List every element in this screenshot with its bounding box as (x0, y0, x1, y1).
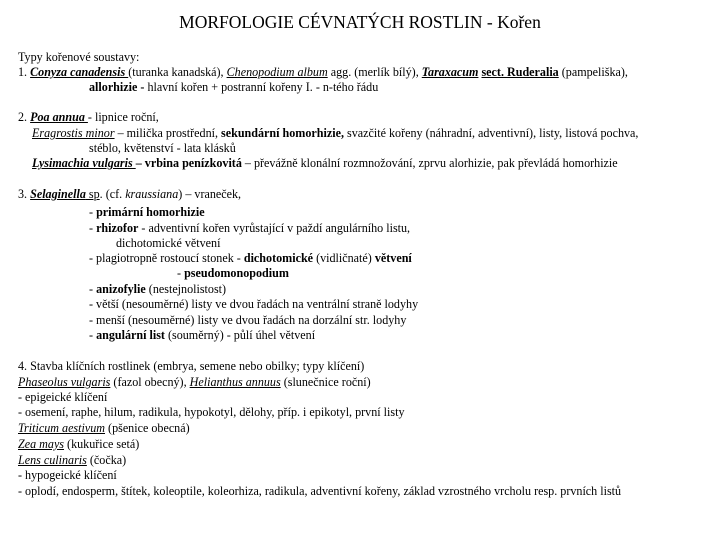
term: primární homorhizie (96, 205, 205, 219)
text-run: - (89, 205, 97, 219)
text-line (89, 80, 378, 95)
text-run: 2. (18, 110, 31, 124)
text-run: sp (85, 187, 100, 201)
text-run: (slunečnice roční) (280, 375, 371, 389)
species-name: sect. Ruderalia (481, 65, 559, 79)
species-name: Triticum aestivum (18, 421, 106, 435)
species-name: Eragrostis minor (32, 126, 115, 140)
text-line (18, 421, 190, 436)
text-line (32, 126, 638, 141)
text-line: - oplodí, endosperm, štítek, koleoptile, koleorhiza, radikula, adventivní kořeny, základ vzrostného vrcholu resp. prvních listů (18, 484, 622, 498)
text-run: - adventivní kořen vyrůstající v paždí angulárního listu, (138, 221, 411, 235)
text-run: hlavní kořen + postranní kořeny I. - n-tého řádu (144, 80, 379, 94)
term: sekundární homorhizie, (221, 126, 345, 140)
species-name: Poa annua (30, 110, 88, 124)
term: rhizofor (96, 221, 139, 235)
text-run: agg. (merlík bílý), (327, 65, 422, 79)
text-line (177, 266, 289, 281)
term: větvení (374, 251, 412, 265)
text-line (18, 187, 241, 202)
term: anizofylie (96, 282, 146, 296)
term: allorhizie - (89, 80, 145, 94)
text-run: - lipnice roční, (87, 110, 159, 124)
text-run: 3. (18, 187, 31, 201)
text-run: (čočka) (86, 453, 127, 467)
text-run: (nestejnolistost) (145, 282, 227, 296)
text-run: (souměrný) - půlí úhel větvení (164, 328, 316, 342)
page-title: MORFOLOGIE CÉVNATÝCH ROSTLIN - Kořen (179, 12, 541, 32)
species-name: Phaseolus vulgaris (18, 375, 111, 389)
text-run: - (89, 282, 97, 296)
text-run: (vidličnaté) (313, 251, 375, 265)
text-run: (pampeliška), (558, 65, 628, 79)
text-run: - (89, 328, 97, 342)
text-line: 4. Stavba klíčních rostlinek (embrya, semene nebo obilky; typy klíčení) (18, 359, 365, 373)
text-line: dichotomické větvení (116, 236, 221, 250)
species-name: Chenopodium album (226, 65, 328, 79)
text-run: svazčité kořeny (náhradní, adventivní), listy, listová pochva, (344, 126, 639, 140)
text-run: – převážně klonální rozmnožování, zprvu alorhizie, pak převládá homorhizie (241, 156, 618, 170)
text-run: - plagiotropně rostoucí stonek - (89, 251, 244, 265)
text-run: ) – vraneček, (178, 187, 242, 201)
text-run: - (177, 266, 185, 280)
text-run: - (89, 221, 97, 235)
text-run: – milička prostřední, (114, 126, 222, 140)
text-run: (pšenice obecná) (105, 421, 190, 435)
text-line: stéblo, květenství - lata klásků (89, 141, 236, 155)
text-run: . (cf. (99, 187, 126, 201)
species-name: Lens culinaris (18, 453, 87, 467)
text-run: (turanka kanadská), (128, 65, 227, 79)
text-run: (fazol obecný), (110, 375, 190, 389)
text-run: (kukuřice setá) (64, 437, 140, 451)
species-name: kraussiana (125, 187, 179, 201)
text-line (89, 221, 410, 236)
species-name: Taraxacum (421, 65, 479, 79)
species-name: Lysimachia vulgaris (32, 156, 136, 170)
text-line (89, 282, 226, 297)
text-line: - větší (nesouměrné) listy ve dvou řadách na ventrální straně lodyhy (89, 297, 419, 311)
text-line (32, 156, 618, 171)
text-line (89, 205, 205, 220)
species-name: Selaginella (30, 187, 86, 201)
text-line: - menší (nesouměrné) listy ve dvou řadách na dorzální str. lodyhy (89, 313, 407, 327)
term: angulární list (96, 328, 165, 342)
text-run: 1. (18, 65, 31, 79)
text-line (89, 328, 315, 343)
text-line (89, 251, 412, 266)
text-line: - osemení, raphe, hilum, radikula, hypokotyl, dělohy, příp. i epikotyl, první listy (18, 405, 405, 419)
species-name: Conyza canadensis (30, 65, 129, 79)
text-line: - epigeické klíčení (18, 390, 108, 404)
text-line: Typy kořenové soustavy: (18, 50, 140, 64)
term: pseudomonopodium (184, 266, 289, 280)
text-line: - hypogeické klíčení (18, 468, 117, 482)
text-line (18, 65, 628, 80)
text-line (18, 375, 371, 390)
text-line (18, 437, 139, 452)
species-name: Helianthus annuus (189, 375, 281, 389)
species-name: Zea mays (18, 437, 65, 451)
term: dichotomické (243, 251, 314, 265)
term: – vrbina penízkovitá (135, 156, 242, 170)
text-line (18, 453, 126, 468)
text-line (18, 110, 159, 125)
